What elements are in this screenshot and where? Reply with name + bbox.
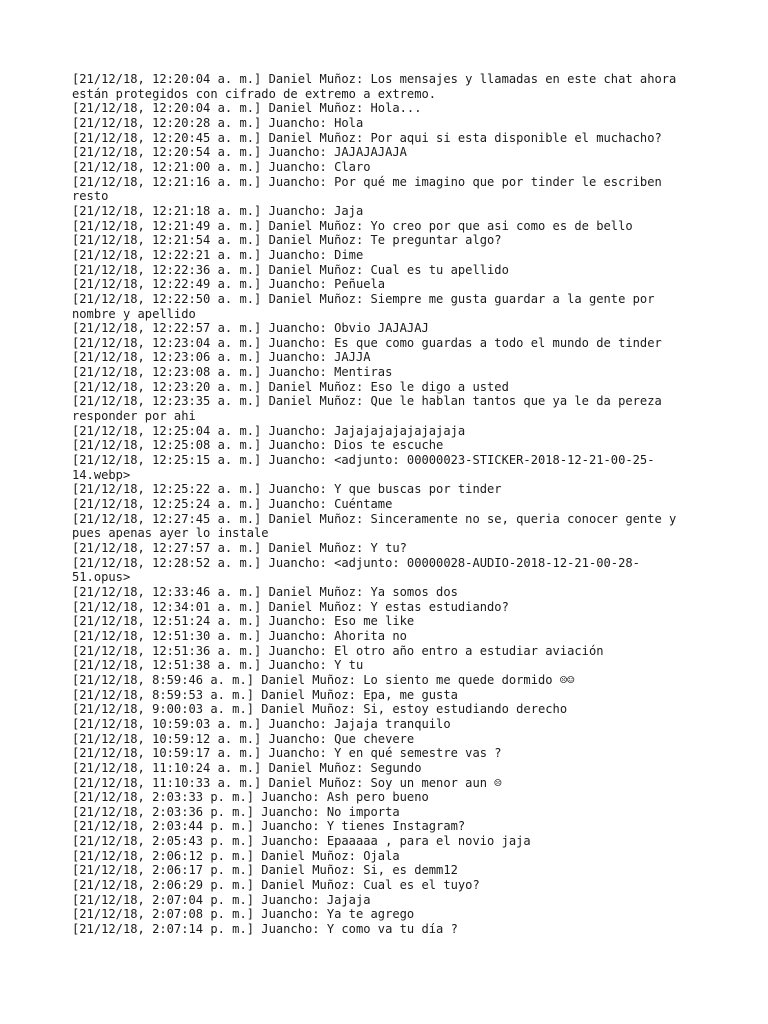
chat-message: [21/12/18, 12:27:45 a. m.] Daniel Muñoz: Sinceramente no se, queria conocer gente y pues apenas ayer lo instale (72, 511, 677, 541)
chat-message: [21/12/18, 2:03:36 p. m.] Juancho: No importa (72, 804, 400, 819)
chat-message: [21/12/18, 12:28:52 a. m.] Juancho: <adjunto: 00000028-AUDIO-2018-12-21-00-28- 51.opus> (72, 555, 640, 585)
chat-message: [21/12/18, 12:21:54 a. m.] Daniel Muñoz: Te preguntar algo? (72, 233, 502, 248)
chat-message: [21/12/18, 12:34:01 a. m.] Daniel Muñoz: Y estas estudiando? (72, 599, 509, 614)
chat-message: [21/12/18, 10:59:17 a. m.] Juancho: Y en qué semestre vas ? (72, 746, 502, 761)
chat-message: [21/12/18, 12:33:46 a. m.] Daniel Muñoz: Ya somos dos (72, 584, 458, 599)
chat-message: [21/12/18, 2:07:14 p. m.] Juancho: Y como va tu día ? (72, 922, 458, 937)
chat-message: [21/12/18, 12:22:49 a. m.] Juancho: Peñuela (72, 277, 386, 292)
chat-message: [21/12/18, 12:20:45 a. m.] Daniel Muñoz: Por aqui si esta disponible el muchacho? (72, 130, 662, 145)
chat-message: [21/12/18, 12:22:50 a. m.] Daniel Muñoz: Siempre me gusta guardar a la gente por nombre y apellido (72, 291, 655, 321)
chat-message: [21/12/18, 12:21:00 a. m.] Juancho: Claro (72, 159, 371, 174)
chat-message: [21/12/18, 12:22:36 a. m.] Daniel Muñoz: Cual es tu apellido (72, 262, 509, 277)
chat-message: [21/12/18, 12:21:18 a. m.] Juancho: Jaja (72, 203, 364, 218)
chat-message: [21/12/18, 12:23:20 a. m.] Daniel Muñoz: Eso le digo a usted (72, 379, 509, 394)
chat-message: [21/12/18, 2:03:33 p. m.] Juancho: Ash pero bueno (72, 790, 429, 805)
chat-message: [21/12/18, 11:10:24 a. m.] Daniel Muñoz: Segundo (72, 760, 422, 775)
chat-message: [21/12/18, 12:20:28 a. m.] Juancho: Hola (72, 115, 364, 130)
chat-message: [21/12/18, 12:27:57 a. m.] Daniel Muñoz: Y tu? (72, 541, 407, 555)
chat-message: [21/12/18, 11:10:33 a. m.] Daniel Muñoz: Soy un menor aun ☹ (72, 775, 502, 790)
chat-message: [21/12/18, 2:05:43 p. m.] Juancho: Epaaaaa , para el novio jaja (72, 834, 531, 849)
chat-message: [21/12/18, 2:06:17 p. m.] Daniel Muñoz: Si, es demm12 (72, 863, 458, 878)
chat-message: [21/12/18, 12:25:08 a. m.] Juancho: Dios te escuche (72, 438, 444, 453)
chat-message: [21/12/18, 12:21:16 a. m.] Juancho: Por qué me imagino que por tinder le escriben resto (72, 174, 662, 204)
chat-message: [21/12/18, 2:07:08 p. m.] Juancho: Ya te agrego (72, 907, 415, 922)
chat-message: [21/12/18, 12:23:08 a. m.] Juancho: Mentiras (72, 365, 393, 380)
chat-message: [21/12/18, 12:25:22 a. m.] Juancho: Y que buscas por tinder (72, 482, 502, 497)
chat-message: [21/12/18, 12:21:49 a. m.] Daniel Muñoz: Yo creo por que asi como es de bello (72, 218, 633, 233)
chat-message: [21/12/18, 12:51:36 a. m.] Juancho: El otro año entro a estudiar aviación (72, 643, 604, 658)
chat-message: [21/12/18, 12:20:54 a. m.] Juancho: JAJAJAJAJA (72, 145, 407, 160)
chat-message: [21/12/18, 12:25:04 a. m.] Juancho: Jajajajajajajajaja (72, 423, 466, 438)
chat-transcript (72, 72, 704, 937)
chat-message: [21/12/18, 10:59:03 a. m.] Juancho: Jajaja tranquilo (72, 716, 451, 731)
chat-message: [21/12/18, 2:03:44 p. m.] Juancho: Y tienes Instagram? (72, 819, 466, 834)
chat-message: [21/12/18, 10:59:12 a. m.] Juancho: Que chevere (72, 731, 415, 746)
chat-message: [21/12/18, 12:51:30 a. m.] Juancho: Ahorita no (72, 628, 407, 643)
chat-message: [21/12/18, 12:51:38 a. m.] Juancho: Y tu (72, 658, 364, 673)
chat-message: [21/12/18, 12:23:35 a. m.] Daniel Muñoz: Que le hablan tantos que ya le da pereza responder por ahi (72, 394, 662, 424)
chat-message: [21/12/18, 12:22:57 a. m.] Juancho: Obvio JAJAJAJ (72, 321, 429, 336)
chat-message: [21/12/18, 9:00:03 a. m.] Daniel Muñoz: Si, estoy estudiando derecho (72, 702, 568, 717)
chat-message: [21/12/18, 8:59:53 a. m.] Daniel Muñoz: Epa, me gusta (72, 687, 458, 702)
chat-message: [21/12/18, 12:23:06 a. m.] Juancho: JAJJA (72, 350, 371, 365)
chat-message: [21/12/18, 12:20:04 a. m.] Daniel Muñoz: Los mensajes y llamadas en este chat ahora están protegidos con cifrado de extremo a extremo. (72, 72, 677, 101)
chat-message: [21/12/18, 2:06:12 p. m.] Daniel Muñoz: Ojala (72, 848, 400, 863)
chat-message: [21/12/18, 12:51:24 a. m.] Juancho: Eso me like (72, 614, 415, 629)
chat-message: [21/12/18, 2:07:04 p. m.] Juancho: Jajaja (72, 892, 371, 907)
chat-message: [21/12/18, 2:06:29 p. m.] Daniel Muñoz: Cual es el tuyo? (72, 878, 480, 893)
chat-message: [21/12/18, 12:23:04 a. m.] Juancho: Es que como guardas a todo el mundo de tinder (72, 335, 662, 350)
chat-message: [21/12/18, 12:25:15 a. m.] Juancho: <adjunto: 00000023-STICKER-2018-12-21-00-25- 14.webp> (72, 453, 655, 482)
chat-message: [21/12/18, 12:22:21 a. m.] Juancho: Dime (72, 247, 364, 262)
chat-message: [21/12/18, 12:20:04 a. m.] Daniel Muñoz: Hola... (72, 101, 422, 116)
chat-message: [21/12/18, 8:59:46 a. m.] Daniel Muñoz: Lo siento me quede dormido ☹☺ (72, 672, 575, 687)
chat-message: [21/12/18, 12:25:24 a. m.] Juancho: Cuéntame (72, 497, 393, 512)
